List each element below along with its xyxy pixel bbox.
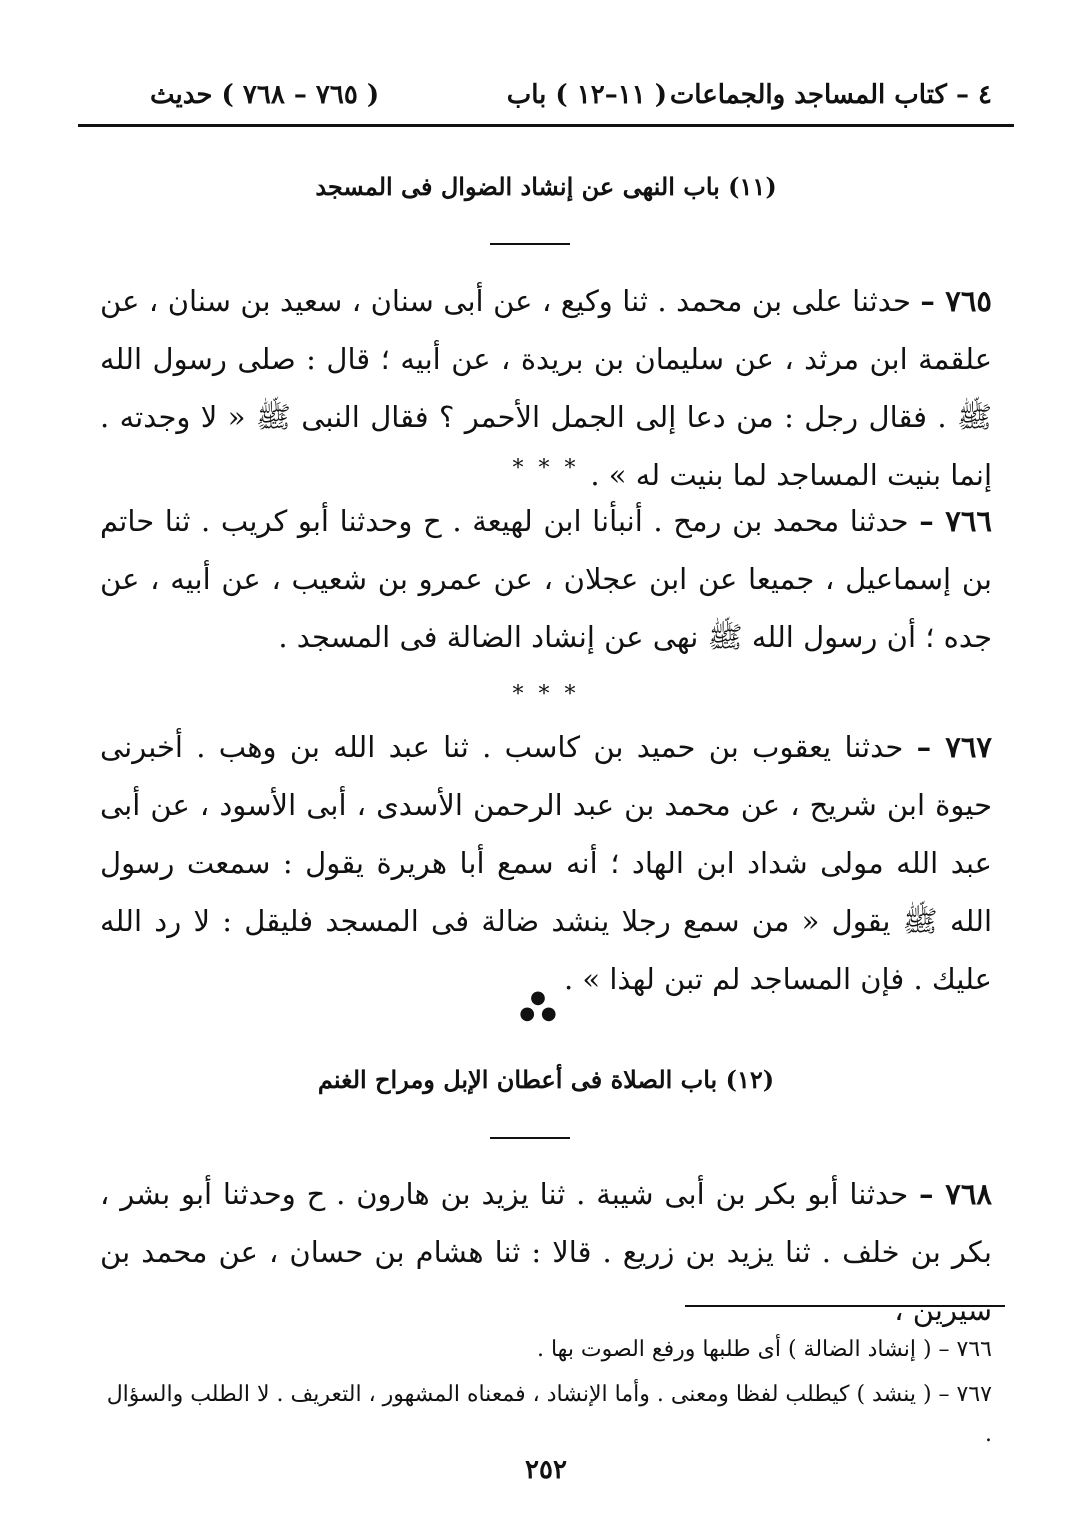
separator-stars-1: * * * (512, 456, 580, 481)
header-chapter-range: ( ١١–١٢ ) باب (506, 80, 667, 110)
footnote-766: ٧٦٦ – ( إنشاد الضالة ) أى طلبها ورفع الصوت بها . (536, 1337, 992, 1362)
section-11-rule (490, 243, 570, 245)
section-12-rule (490, 1137, 570, 1139)
hadith-767-number: ٧٦٧ – (916, 730, 992, 764)
hadith-766-number: ٧٦٦ – (919, 504, 993, 538)
section-divider-dots: ● ● ● (519, 987, 557, 1024)
hadith-766 (100, 492, 992, 666)
header-rule (78, 124, 1014, 127)
hadith-768-number: ٧٦٨ – (919, 1177, 992, 1211)
separator-stars-2: * * * (512, 682, 580, 707)
footnote-rule (685, 1305, 1005, 1307)
hadith-765-number: ٧٦٥ – (920, 284, 992, 318)
section-12-title: (١٢) باب الصلاة فى أعطان الإبل ومراح الغنم (317, 1065, 775, 1094)
running-header (100, 70, 992, 120)
hadith-767 (100, 718, 992, 1008)
hadith-766-text: حدثنا محمد بن رمح . أنبأنا ابن لهيعة . ح وحدثنا أبو كريب . ثنا حاتم بن إسماعيل ، جميعا عن ابن عجلان ، عن عمرو بن شعيب ، عن أبيه ، عن جده ؛ أن رسول الله ﷺ نهى عن إنشاد الضالة فى المسجد . (100, 504, 992, 654)
page-number: ٢٥٢ (525, 1455, 567, 1485)
footnote-767: ٧٦٧ – ( ينشد ) كيطلب لفظا ومعنى . وأما الإنشاد ، فمعناه المشهور ، التعريف . لا الطلب والسؤال . (106, 1382, 992, 1447)
hadith-767-text: حدثنا يعقوب بن حميد بن كاسب . ثنا عبد الله بن وهب . أخبرنى حيوة ابن شريح ، عن محمد بن عبد الرحمن الأسدى ، أبى الأسود ، عن أبى عبد الله مولى شداد ابن الهاد ؛ أنه سمع أبا هريرة يقول : سمعت رسول الله ﷺ يقول « من سمع رجلا ينشد ضالة فى المسجد فليقل : لا رد الله عليك . فإن المساجد لم تبن لهذا » . (100, 730, 992, 996)
header-hadith-range: ( ٧٦٥ – ٧٦٨ ) حديث (150, 80, 380, 110)
hadith-768-text: حدثنا أبو بكر بن أبى شيبة . ثنا يزيد بن هارون . ح وحدثنا أبو بشر ، بكر بن خلف . ثنا يزيد بن زريع . قالا : ثنا هشام بن حسان ، عن محمد بن سيرين ، (100, 1177, 992, 1327)
hadith-765-text: حدثنا على بن محمد . ثنا وكيع ، عن أبى سنان ، سعيد بن سنان ، عن علقمة ابن مرثد ، عن سليمان بن بريدة ، عن أبيه ؛ قال : صلى رسول الله ﷺ . فقال رجل : من دعا إلى الجمل الأحمر ؟ فقال النبى ﷺ « لا وجدته . إنما بنيت المساجد لما بنيت له » . (100, 284, 992, 492)
section-11-title: (١١) باب النهى عن إنشاد الضوال فى المسجد (315, 172, 777, 201)
header-book-title: ٤ – كتاب المساجد والجماعات (669, 80, 992, 110)
hadith-768 (100, 1165, 992, 1339)
